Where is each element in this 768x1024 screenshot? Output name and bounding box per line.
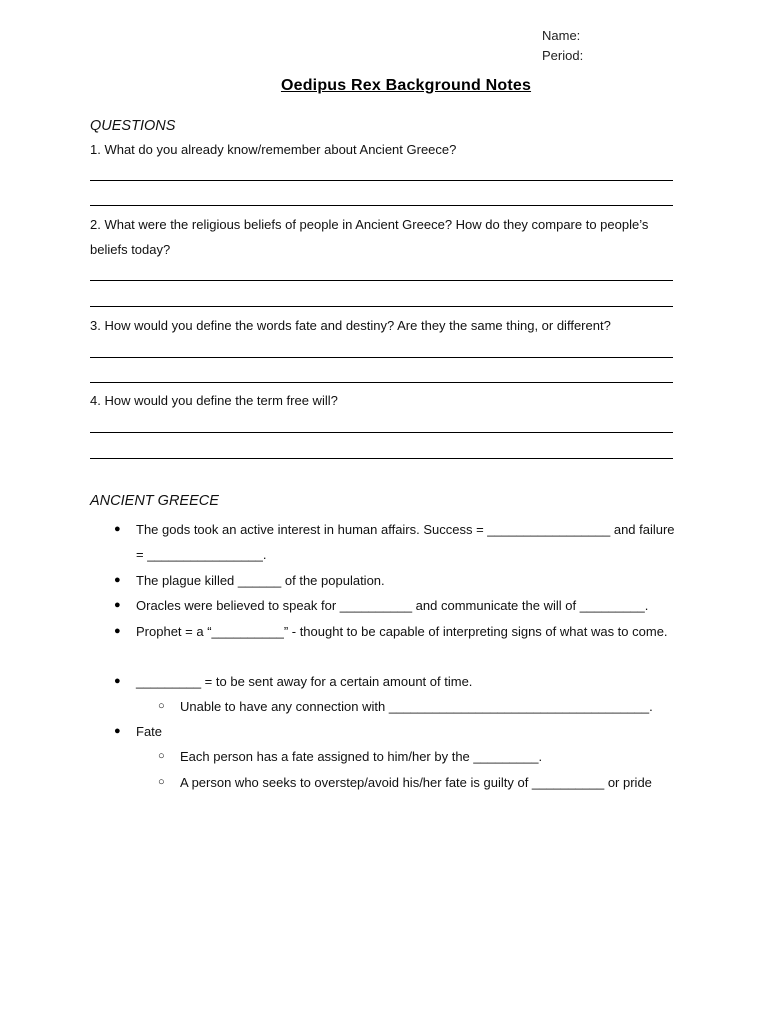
question-4: 4. How would you define the term free will? — [90, 393, 338, 408]
sub-list-item: Each person has a fate assigned to him/her by the _________. — [180, 749, 543, 764]
bullet-icon: ● — [114, 625, 121, 637]
bullet-icon: ● — [114, 523, 121, 535]
sub-list-item: Unable to have any connection with ____________________________________. — [180, 699, 653, 714]
bullet-icon: ● — [114, 599, 121, 611]
question-3: 3. How would you define the words fate and destiny? Are they the same thing, or different? — [90, 318, 611, 333]
name-label: Name: — [542, 28, 581, 43]
student-info-block — [542, 26, 583, 65]
list-item: _________ = to be sent away for a certain amount of time. — [136, 674, 473, 689]
answer-line[interactable] — [90, 382, 673, 383]
list-item: Fate — [136, 724, 163, 739]
answer-line[interactable] — [90, 280, 673, 281]
answer-line[interactable] — [90, 306, 673, 307]
answer-line[interactable] — [90, 357, 673, 358]
questions-heading: QUESTIONS — [90, 118, 176, 134]
list-item: The plague killed ______ of the population. — [136, 573, 385, 588]
ancient-greece-heading: ANCIENT GREECE — [90, 493, 219, 509]
list-item: The gods took an active interest in human affairs. Success = _________________ and failure = ________________. — [136, 522, 675, 562]
bullet-icon: ● — [114, 675, 121, 687]
bullet-icon: ● — [114, 574, 121, 586]
answer-line[interactable] — [90, 180, 673, 181]
list-item: Oracles were believed to speak for __________ and communicate the will of _________. — [136, 598, 649, 613]
answer-line[interactable] — [90, 205, 673, 206]
period-label: Period: — [542, 47, 584, 63]
sub-bullet-icon: ○ — [158, 750, 165, 762]
answer-line[interactable] — [90, 458, 673, 459]
sub-bullet-icon: ○ — [158, 700, 165, 712]
list-item: Prophet = a “__________” - thought to be capable of interpreting signs of what was to come. — [136, 624, 668, 639]
sub-bullet-icon: ○ — [158, 776, 165, 788]
sub-list-item: A person who seeks to overstep/avoid his/her fate is guilty of __________ or pride — [180, 775, 652, 790]
page-title: Oedipus Rex Background Notes — [280, 77, 532, 94]
bullet-icon: ● — [114, 725, 121, 737]
answer-line[interactable] — [90, 432, 673, 433]
question-1: 1. What do you already know/remember about Ancient Greece? — [90, 142, 457, 157]
question-2: 2. What were the religious beliefs of people in Ancient Greece? How do they compare to people’s beliefs today? — [90, 217, 649, 257]
